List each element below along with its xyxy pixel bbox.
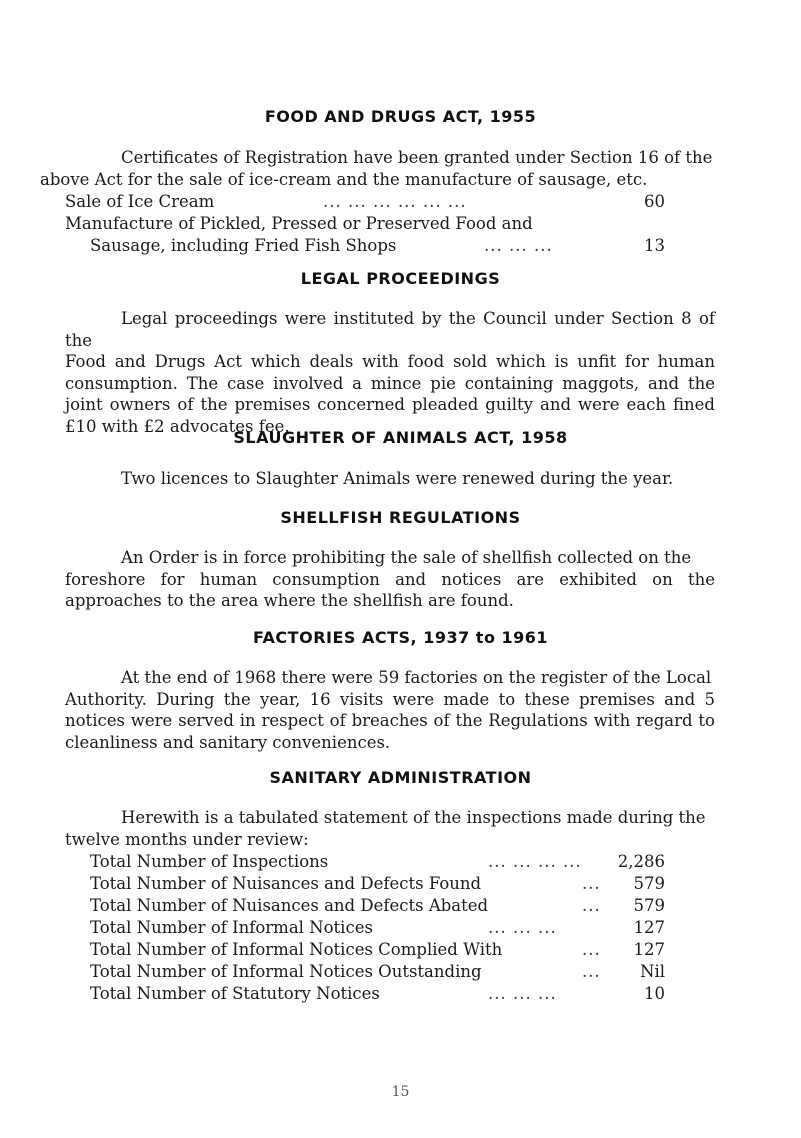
factories-paragraph	[65, 667, 715, 753]
inspection-value: 127	[633, 918, 665, 937]
inspection-value: 10	[644, 984, 665, 1003]
shellfish-paragraph	[65, 547, 715, 612]
factories-text-first: At the end of 1968 there were 59 factories on the register of the Local	[121, 668, 712, 687]
food-drugs-paragraph	[40, 147, 715, 190]
food-drugs-line-1: Certificates of Registration have been granted under Section 16 of the	[121, 148, 713, 167]
sanitary-text-first: Herewith is a tabulated statement of the inspections made during the	[121, 808, 706, 827]
inspection-label: Total Number of Informal Notices Outstanding	[90, 962, 482, 981]
registration-row-manufacture	[65, 213, 685, 235]
page-number: 15	[391, 1084, 410, 1100]
inspection-row	[90, 961, 665, 983]
slaughter-text: Two licences to Slaughter Animals were renewed during the year.	[121, 469, 674, 488]
legal-text-first: Legal proceedings were instituted by the Council under Section 8 of the	[65, 309, 715, 350]
shellfish-text-rest: foreshore for human consumption and notices are exhibited on the approaches to the area where the shellfish are found.	[65, 569, 715, 610]
leader-dots: ... ... ...	[488, 918, 557, 937]
inspection-row	[90, 873, 665, 895]
inspection-row	[90, 983, 665, 1005]
heading-factories-acts: FACTORIES ACTS, 1937 to 1961	[252, 628, 549, 647]
registration-label: Sale of Ice Cream	[65, 192, 215, 211]
legal-text-rest: Food and Drugs Act which deals with food sold which is unfit for human consumption. The case involved a mince pie containing maggots, and the joint owners of the premises concerned pleaded guilty and were each fined £10 with £2 advocates fee.	[65, 352, 715, 436]
heading-legal-proceedings: LEGAL PROCEEDINGS	[300, 269, 501, 288]
registration-label: Sausage, including Fried Fish Shops	[90, 236, 397, 255]
inspection-label: Total Number of Informal Notices Complied With	[90, 940, 503, 959]
inspection-label: Total Number of Informal Notices	[90, 918, 373, 937]
shellfish-text-first: An Order is in force prohibiting the sale of shellfish collected on the	[121, 548, 692, 567]
registration-label: Manufacture of Pickled, Pressed or Preserved Food and	[65, 214, 533, 233]
inspection-value: 2,286	[617, 852, 665, 871]
heading-slaughter-of-animals: SLAUGHTER OF ANIMALS ACT, 1958	[233, 428, 568, 447]
factories-text-rest: Authority. During the year, 16 visits were made to these premises and 5 notices were served in respect of breaches of the Regulations with regard to cleanliness and sanitary conveniences.	[65, 689, 715, 752]
inspection-row	[90, 917, 665, 939]
inspection-label: Total Number of Nuisances and Defects Found	[90, 874, 482, 893]
leader-dots: ... ... ... ...	[488, 852, 582, 871]
leader-dots: ... ... ...	[484, 236, 553, 255]
inspection-value: 579	[633, 896, 665, 915]
inspection-value: Nil	[640, 962, 665, 981]
leader-dots: ...	[582, 896, 601, 915]
sanitary-text-rest: twelve months under review:	[65, 829, 309, 849]
leader-dots: ... ... ... ... ... ...	[323, 192, 467, 211]
heading-sanitary-administration: SANITARY ADMINISTRATION	[269, 768, 532, 787]
leader-dots: ... ... ...	[488, 984, 557, 1003]
registration-value: 13	[644, 236, 665, 255]
legal-paragraph	[65, 308, 715, 437]
sanitary-paragraph	[65, 807, 715, 850]
registration-value: 60	[644, 192, 665, 211]
inspection-label: Total Number of Statutory Notices	[90, 984, 380, 1003]
food-drugs-line-2: above Act for the sale of ice-cream and the manufacture of sausage, etc.	[40, 169, 648, 189]
leader-dots: ...	[582, 940, 601, 959]
leader-dots: ...	[582, 962, 601, 981]
inspection-row	[90, 851, 665, 873]
inspection-label: Total Number of Inspections	[90, 852, 329, 871]
inspection-value: 127	[633, 940, 665, 959]
leader-dots: ...	[582, 874, 601, 893]
inspection-label: Total Number of Nuisances and Defects Abated	[90, 896, 489, 915]
slaughter-paragraph	[65, 468, 715, 490]
heading-food-and-drugs: FOOD AND DRUGS ACT, 1955	[264, 107, 537, 126]
registration-row-sausage	[90, 235, 665, 257]
registration-row-ice-cream	[65, 191, 665, 213]
heading-shellfish-regulations: SHELLFISH REGULATIONS	[280, 508, 521, 527]
inspection-value: 579	[633, 874, 665, 893]
inspection-row	[90, 895, 665, 917]
inspection-row	[90, 939, 665, 961]
